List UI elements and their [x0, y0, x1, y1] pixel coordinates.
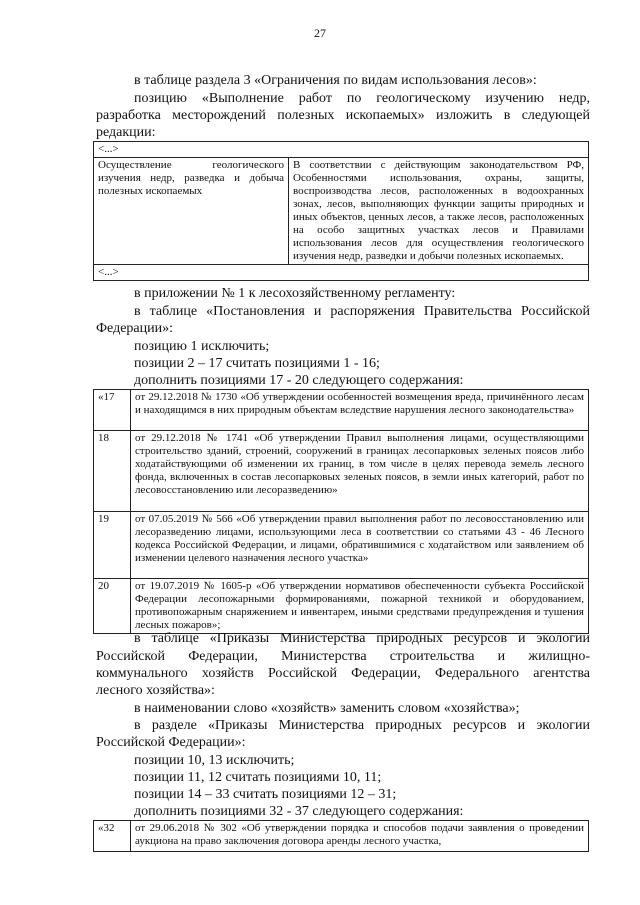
row-number: 18 — [94, 431, 131, 512]
s3-line-6: в разделе «Приказы Министерства природных ресурсов и экологии — [134, 718, 590, 733]
intro-line-2: позицию «Выполнение работ по геологическому изучению недр, — [134, 91, 590, 106]
s2-line-3: Федерации»: — [96, 321, 174, 336]
government-acts-table — [93, 389, 589, 634]
table-ellipsis-bottom: <...> — [94, 265, 589, 281]
s2-line-5: позиции 2 – 17 считать позициями 1 - 16; — [134, 356, 380, 371]
table-cell-restriction: В соответствии с действующим законодательством РФ, Особенностями использования, охраны, защиты, воспроизводства лесов, расположенных в водоохранных зонах, лесов, выполняющих функции защиты природных и иных объектов, ценных лесов, а также лесов, расположенных на особо защитных участках лесов и Правилами использования лесов для осуществления геологического изучения недр, разведки и добычи полезных ископаемых. — [289, 158, 589, 265]
s3-line-3: коммунального хозяйств Российской Федерации, Федерального агентства — [96, 666, 590, 681]
s3-line-10: позиции 14 – 33 считать позициями 12 – 31; — [134, 787, 397, 802]
s3-line-5: в наименовании слово «хозяйств» заменить словом «хозяйства»; — [134, 701, 520, 716]
row-text: от 19.07.2019 № 1605-р «Об утверждении нормативов обеспеченности субъекта Российской Федерации лесопожарными формированиями, пожарной техникой и оборудованием, противопожарным снаряжением и инвентарем, иными средствами предупреждения и тушения лесных пожаров»; — [131, 579, 589, 634]
s3-line-8: позиции 10, 13 исключить; — [134, 753, 295, 768]
table-ellipsis-top: <...> — [94, 142, 589, 158]
s2-line-4: позицию 1 исключить; — [134, 339, 270, 354]
s3-line-1: в таблице «Приказы Министерства природных ресурсов и экологии — [134, 631, 590, 646]
row-text: от 29.12.2018 № 1730 «Об утверждении особенностей возмещения вреда, причинённого лесам и находящимся в них природным объектам вследствие нарушения лесного законодательства» — [131, 390, 589, 431]
row-text: от 07.05.2019 № 566 «Об утверждении правил выполнения работ по лесовосстановлению или лесоразведению лицами, использующими леса в соответствии со статьями 43 - 46 Лесного кодекса Российской Федерации, и лицами, обратившимися с ходатайством или заявлением об изменении целевого назначения лесного участка» — [131, 512, 589, 579]
row-number: «17 — [94, 390, 131, 431]
intro-line-4: редакции: — [96, 125, 156, 140]
row-text: от 29.06.2018 № 302 «Об утверждении порядка и способов подачи заявления о проведении аукциона на право заключения договора аренды лесного участка, — [131, 821, 589, 852]
row-number: 19 — [94, 512, 131, 579]
s3-line-11: дополнить позициями 32 - 37 следующего содержания: — [134, 804, 464, 819]
row-text: от 29.12.2018 № 1741 «Об утверждении Правил выполнения лицами, осуществляющими строительство зданий, строений, сооружений в границах лесопарковых зеленых поясов либо ходатайствующими об изменении их границ, в том числе в целях перевода земель лесного фонда, включенных в состав лесопарковых зеленых поясов, в земли иных категорий, работ по лесовосстановлению или лесоразведению» — [131, 431, 589, 512]
row-number: «32 — [94, 821, 131, 852]
table-row — [94, 579, 589, 634]
table-row — [94, 512, 589, 579]
restriction-table — [93, 141, 589, 281]
page-number: 27 — [314, 26, 326, 40]
ministry-orders-table — [93, 820, 589, 852]
table-row — [94, 821, 589, 852]
intro-line-3: разработка месторождений полезных ископаемых» изложить в следующей — [96, 108, 590, 123]
s3-line-2: Российской Федерации, Министерства строительства и жилищно- — [96, 649, 590, 664]
table-cell-activity: Осуществление геологического изучения недр, разведка и добыча полезных ископаемых — [94, 158, 289, 265]
table-row — [94, 431, 589, 512]
s2-line-1: в приложении № 1 к лесохозяйственному регламенту: — [134, 286, 456, 301]
s3-line-4: лесного хозяйства»: — [96, 683, 215, 698]
s3-line-7: Российской Федерации»: — [96, 735, 246, 750]
row-number: 20 — [94, 579, 131, 634]
s2-line-2: в таблице «Постановления и распоряжения Правительства Российской — [134, 304, 590, 319]
s3-line-9: позиции 11, 12 считать позициями 10, 11; — [134, 770, 382, 785]
intro-line-1: в таблице раздела 3 «Ограничения по видам использования лесов»: — [134, 73, 537, 88]
s2-line-6: дополнить позициями 17 - 20 следующего содержания: — [134, 373, 464, 388]
table-row — [94, 390, 589, 431]
